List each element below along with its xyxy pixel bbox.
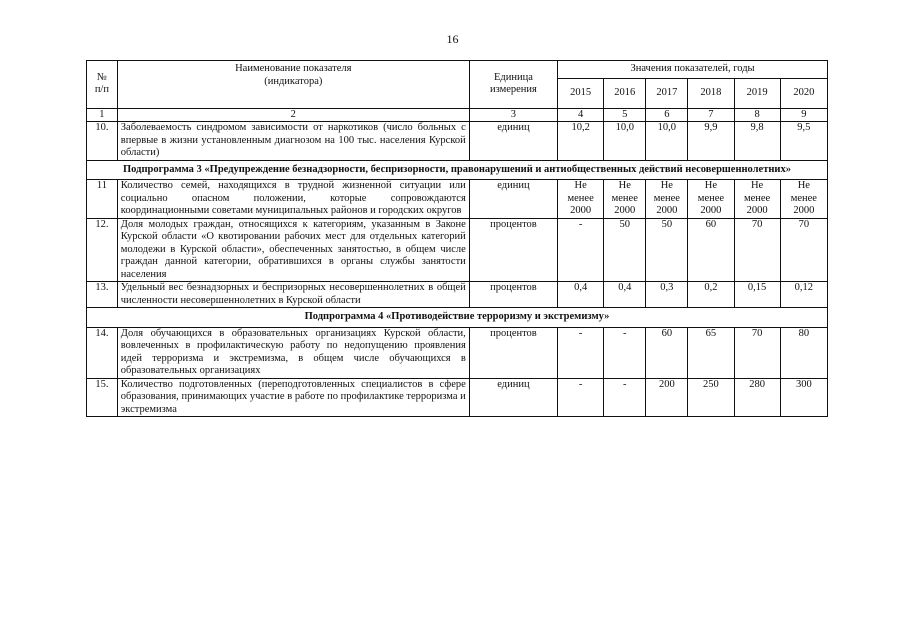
indicator-value: 0,15 <box>734 282 780 308</box>
indicator-value: 0,4 <box>558 282 604 308</box>
table-row <box>87 218 828 282</box>
indicator-value: 280 <box>734 378 780 417</box>
header-year: 2016 <box>604 78 646 108</box>
indicator-value: 60 <box>646 327 688 378</box>
table-row <box>87 327 828 378</box>
header-year: 2019 <box>734 78 780 108</box>
indicator-value: 80 <box>780 327 827 378</box>
indicator-value: Не менее 2000 <box>558 180 604 219</box>
indicator-value: 0,2 <box>688 282 734 308</box>
indicator-name: Доля обучающихся в образовательных организациях Курской области, вовлеченных в профилактическую работу по недопущению проявления идей терроризма и экстремизма, в общем числе обучающихся в образовательных организациях <box>117 327 469 378</box>
row-number: 10. <box>87 122 118 161</box>
indicator-value: 250 <box>688 378 734 417</box>
header-year: 2018 <box>688 78 734 108</box>
indicator-unit: единиц <box>469 180 557 219</box>
table-row <box>87 378 828 417</box>
indicator-value: 0,3 <box>646 282 688 308</box>
indicator-value: 9,8 <box>734 122 780 161</box>
table-row <box>87 180 828 219</box>
col-number: 1 <box>87 108 118 122</box>
col-number: 4 <box>558 108 604 122</box>
indicator-value: 10,2 <box>558 122 604 161</box>
table-row <box>87 122 828 161</box>
col-number: 7 <box>688 108 734 122</box>
indicator-name: Количество семей, находящихся в трудной жизненной ситуации или социально опасном положении, которые сопровождаются координационными советами муниципальных районов и городских округов <box>117 180 469 219</box>
indicator-value: 65 <box>688 327 734 378</box>
header-year: 2017 <box>646 78 688 108</box>
subprogram-title: Подпрограмма 3 «Предупреждение безнадзорности, беспризорности, правонарушений и антиобщественных действий несовершеннолетних» <box>87 160 828 180</box>
indicator-value: 9,9 <box>688 122 734 161</box>
header-year: 2015 <box>558 78 604 108</box>
col-number: 6 <box>646 108 688 122</box>
indicator-unit: единиц <box>469 122 557 161</box>
subprogram-row <box>87 160 828 180</box>
indicator-value: 60 <box>688 218 734 282</box>
indicator-value: 9,5 <box>780 122 827 161</box>
indicator-value: 70 <box>780 218 827 282</box>
row-number: 15. <box>87 378 118 417</box>
subprogram-title: Подпрограмма 4 «Противодействие терроризму и экстремизму» <box>87 308 828 328</box>
indicator-unit: процентов <box>469 327 557 378</box>
header-unit: Единица измерения <box>469 61 557 109</box>
indicator-value: 50 <box>604 218 646 282</box>
page-number: 16 <box>446 32 459 46</box>
col-number: 2 <box>117 108 469 122</box>
indicator-unit: процентов <box>469 282 557 308</box>
indicator-name: Доля молодых граждан, относящихся к категориям, указанным в Законе Курской области «О квотировании рабочих мест для отдельных категорий молодежи в Курской области», обеспеченных занятостью, в общем числе граждан данной категории, обратившихся в органы службы занятости населения <box>117 218 469 282</box>
col-number: 5 <box>604 108 646 122</box>
indicator-value: 10,0 <box>646 122 688 161</box>
indicator-value: - <box>558 327 604 378</box>
indicator-value: Не менее 2000 <box>688 180 734 219</box>
indicator-value: 10,0 <box>604 122 646 161</box>
row-number: 14. <box>87 327 118 378</box>
header-year: 2020 <box>780 78 827 108</box>
indicators-table <box>86 60 828 417</box>
indicator-value: Не менее 2000 <box>780 180 827 219</box>
indicator-unit: процентов <box>469 218 557 282</box>
indicator-value: 70 <box>734 218 780 282</box>
col-number: 3 <box>469 108 557 122</box>
row-number: 11 <box>87 180 118 219</box>
indicator-value: 0,4 <box>604 282 646 308</box>
col-number: 8 <box>734 108 780 122</box>
indicator-value: 200 <box>646 378 688 417</box>
indicator-value: 0,12 <box>780 282 827 308</box>
indicator-value: - <box>558 218 604 282</box>
indicator-value: Не менее 2000 <box>734 180 780 219</box>
indicator-value: - <box>604 378 646 417</box>
indicator-unit: единиц <box>469 378 557 417</box>
indicator-value: - <box>604 327 646 378</box>
col-number: 9 <box>780 108 827 122</box>
row-number: 13. <box>87 282 118 308</box>
indicator-name: Количество подготовленных (переподготовленных специалистов в сфере образования, принимающих участие в работе по профилактике терроризма и экстремизма <box>117 378 469 417</box>
indicator-name: Заболеваемость синдромом зависимости от наркотиков (число больных с впервые в жизни установленным диагнозом на 100 тыс. населения Курской области) <box>117 122 469 161</box>
column-numbers-row <box>87 108 828 122</box>
header-values-group: Значения показателей, годы <box>558 61 828 79</box>
indicator-value: 70 <box>734 327 780 378</box>
indicator-value: - <box>558 378 604 417</box>
table-row <box>87 282 828 308</box>
header-num: № п/п <box>87 61 118 109</box>
subprogram-row <box>87 308 828 328</box>
indicator-name: Удельный вес безнадзорных и беспризорных несовершеннолетних в общей численности несовершеннолетних в Курской области <box>117 282 469 308</box>
indicator-value: 50 <box>646 218 688 282</box>
row-number: 12. <box>87 218 118 282</box>
header-row <box>87 61 828 79</box>
indicator-value: 300 <box>780 378 827 417</box>
indicator-value: Не менее 2000 <box>646 180 688 219</box>
header-name: Наименование показателя (индикатора) <box>117 61 469 109</box>
indicator-value: Не менее 2000 <box>604 180 646 219</box>
